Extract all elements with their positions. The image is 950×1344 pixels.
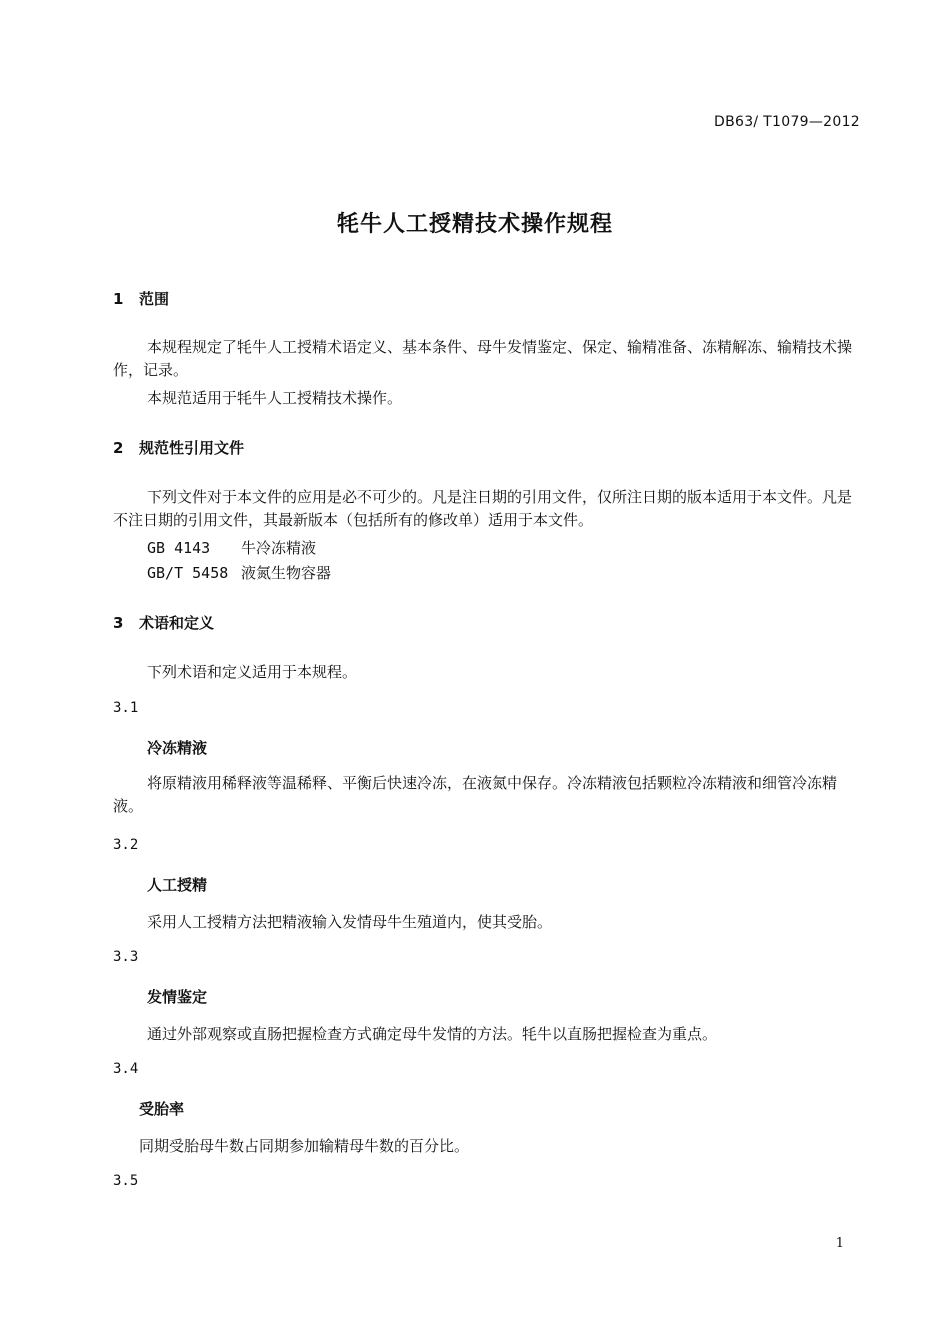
section-title: 规范性引用文件 <box>139 439 245 457</box>
reference-code: GB 4143 <box>147 539 211 557</box>
subsection-number: 3.1 <box>113 700 139 716</box>
document-code: DB63/ T1079—2012 <box>714 114 860 130</box>
term-definition: 采用人工授精方法把精液输入发情母牛生殖道内，使其受胎。 <box>147 913 553 931</box>
section-title: 范围 <box>139 290 170 308</box>
paragraph: 下列文件对于本文件的应用是必不可少的。凡是注日期的引用文件，仅所注日期的版本适用于本文件。凡是不注日期的引用文件，其最新版本（包括所有的修改单）适用于本文件。 <box>113 488 853 529</box>
document-title: 牦牛人工授精技术操作规程 <box>336 212 613 237</box>
section-number: 3 <box>113 614 124 632</box>
section-title: 术语和定义 <box>139 614 215 632</box>
page-number: 1 <box>835 1236 844 1251</box>
paragraph: 本规范适用于牦牛人工授精技术操作。 <box>147 389 403 407</box>
term-definition: 通过外部观察或直肠把握检查方式确定母牛发情的方法。牦牛以直肠把握检查为重点。 <box>147 1025 718 1043</box>
term-title: 发情鉴定 <box>147 988 208 1006</box>
subsection-number: 3.5 <box>113 1173 139 1189</box>
reference-name: 牛冷冻精液 <box>241 539 317 557</box>
subsection-number: 3.4 <box>113 1061 139 1077</box>
section-number: 2 <box>113 439 124 457</box>
paragraph: 下列术语和定义适用于本规程。 <box>147 663 358 681</box>
term-title: 人工授精 <box>147 876 208 894</box>
subsection-number: 3.2 <box>113 837 139 853</box>
section-heading-normative-references <box>113 437 244 458</box>
reference-name: 液氮生物容器 <box>241 564 332 582</box>
section-heading-terms-definitions <box>113 612 214 633</box>
section-number: 1 <box>113 290 124 308</box>
term-definition: 将原精液用稀释液等温稀释、平衡后快速冷冻，在液氮中保存。冷冻精液包括颗粒冷冻精液和细管冷冻精液。 <box>113 774 838 815</box>
reference-code: GB/T 5458 <box>147 564 229 582</box>
paragraph: 本规程规定了牦牛人工授精术语定义、基本条件、母牛发情鉴定、保定、输精准备、冻精解冻、输精技术操作，记录。 <box>113 338 853 379</box>
reference-item <box>147 537 316 558</box>
term-title: 冷冻精液 <box>147 739 208 757</box>
term-title: 受胎率 <box>139 1100 185 1118</box>
section-heading-scope <box>113 288 169 309</box>
subsection-number: 3.3 <box>113 949 139 965</box>
term-definition: 同期受胎母牛数占同期参加输精母牛数的百分比。 <box>139 1137 470 1155</box>
reference-item <box>147 562 331 583</box>
